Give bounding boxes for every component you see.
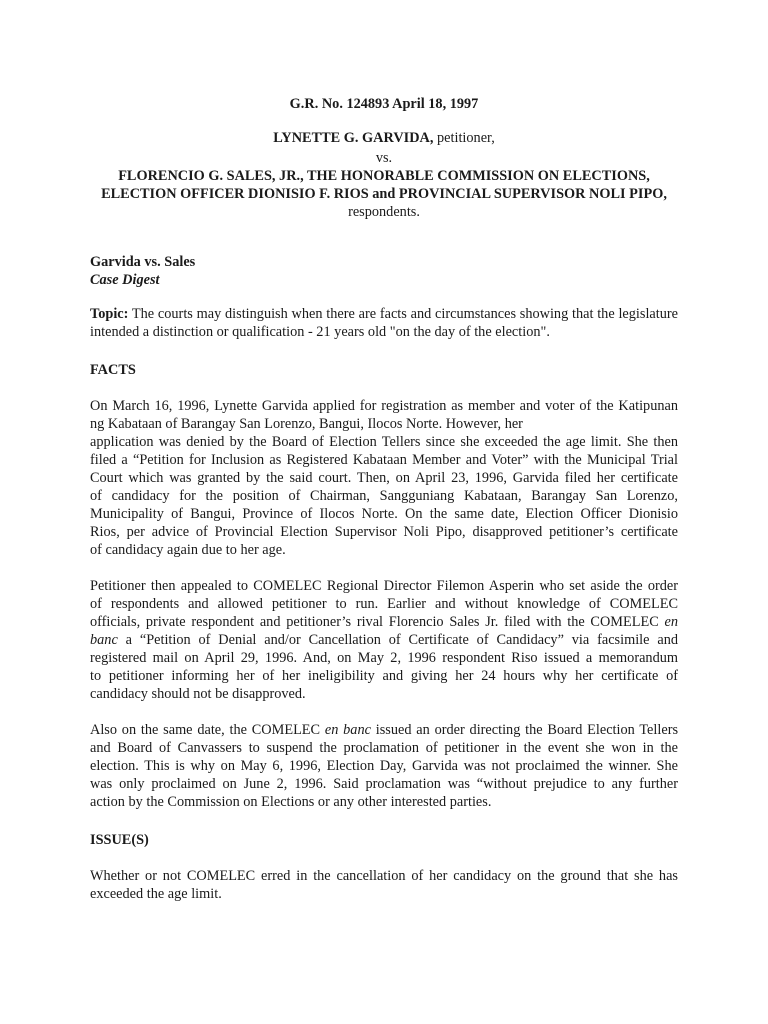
facts-line: election. This is why on May 6, 1996, Election Day, Garvida was not proclaimed the winner. She [90, 758, 678, 774]
facts-line: action by the Commission on Elections or any other interested parties. [90, 794, 492, 810]
respondents-line [90, 167, 678, 221]
facts-line: candidacy should not be disapproved. [90, 686, 306, 702]
facts-line: On March 16, 1996, Lynette Garvida applied for registration as member and voter of the Katipunan [90, 398, 678, 414]
en-banc-italic: en banc [324, 722, 371, 738]
subtitle: Case Digest [90, 272, 160, 288]
facts-paragraph-2 [90, 577, 678, 703]
issues-paragraph [90, 867, 678, 903]
petitioner-role: petitioner, [433, 130, 495, 146]
facts-line: filed a “Petition for Inclusion as Registered Kabataan Member and Voter” with the Municipal Trial [90, 452, 678, 468]
facts-line-text: issued an order directing the Board Election Tellers [370, 722, 679, 738]
facts-line [90, 613, 678, 631]
facts-line [90, 721, 678, 739]
respondents-role: respondents. [348, 204, 420, 220]
issues-line: Whether or not COMELEC erred in the cancellation of her candidacy on the ground that she has [90, 868, 678, 884]
topic-text: The courts may distinguish when there are facts and circumstances showing that the legislature intended a distinction or qualification - 21 years old "on the day of the election". [90, 306, 678, 340]
facts-line: application was denied by the Board of Election Tellers since she exceeded the age limit. She then [90, 434, 678, 450]
facts-line: of candidacy again due to her age. [90, 542, 286, 558]
banc-italic: banc [90, 632, 118, 648]
facts-heading: FACTS [90, 362, 136, 378]
topic-paragraph [90, 305, 678, 341]
facts-line: to petitioner informing her of her ineligibility and giving her 24 hours why her certificate of [90, 668, 678, 684]
facts-line-text: Also on the same date, the COMELEC [90, 722, 325, 738]
facts-line-text: officials, private respondent and petitioner’s rival Florencio Sales Jr. filed with the COMELEC [90, 614, 659, 630]
topic-label: Topic: [90, 306, 129, 322]
facts-line: registered mail on April 29, 1996. And, on May 2, 1996 respondent Riso issued a memorandum [90, 650, 678, 666]
facts-line: and Board of Canvassers to suspend the proclamation of petitioner in the event she won in the [90, 740, 678, 756]
respondents-names: FLORENCIO G. SALES, JR., THE HONORABLE COMMISSION ON ELECTIONS, ELECTION OFFICER DIONISIO F. RIOS and PROVINCIAL SUPERVISOR NOLI PIPO, [101, 168, 667, 202]
facts-line: Rios, per advice of Provincial Election Supervisor Noli Pipo, disapproved petitioner’s certificate [90, 524, 678, 540]
facts-line-text: a “Petition of Denial and/or Cancellation of Certificate of Candidacy” via facsimile and [117, 632, 678, 648]
en-italic: en [664, 614, 678, 630]
case-number: G.R. No. 124893 April 18, 1997 [289, 96, 479, 112]
facts-line [90, 631, 678, 649]
petitioner-name: LYNETTE G. GARVIDA, [273, 130, 434, 146]
facts-line: ng Kabataan of Barangay San Lorenzo, Bangui, Ilocos Norte. However, her [90, 416, 523, 432]
short-title: Garvida vs. Sales [90, 254, 196, 270]
facts-line: Court which was granted by the said court. Then, on April 23, 1996, Garvida filed her certificate [90, 470, 678, 486]
versus: vs. [375, 150, 393, 166]
facts-line: was only proclaimed on June 2, 1996. Said proclamation was “without prejudice to any further [90, 776, 678, 792]
issues-heading: ISSUE(S) [90, 832, 149, 848]
facts-line: of respondents and allowed petitioner to run. Earlier and without knowledge of COMELEC [90, 596, 678, 612]
facts-line: Municipality of Bangui, Province of Ilocos Norte. On the same date, Election Officer Dionisio [90, 506, 678, 522]
facts-paragraph-3 [90, 721, 678, 811]
petitioner-line [90, 129, 678, 147]
facts-line: of candidacy for the position of Chairman, Sangguniang Kabataan, Barangay San Lorenzo, [90, 488, 678, 504]
issues-line: exceeded the age limit. [90, 886, 222, 902]
facts-paragraph-1 [90, 397, 678, 559]
facts-line: Petitioner then appealed to COMELEC Regional Director Filemon Asperin who set aside the order [90, 578, 678, 594]
title-block [90, 253, 678, 289]
